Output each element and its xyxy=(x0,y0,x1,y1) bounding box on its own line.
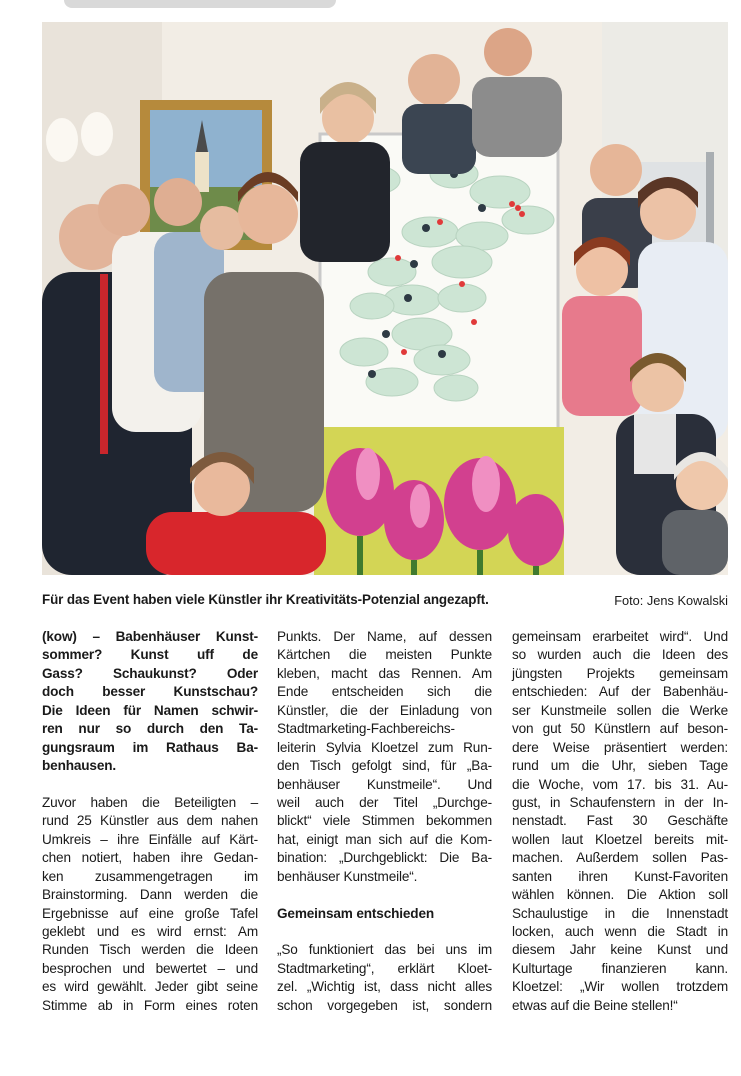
body-line: von gut 50 Künstlern auf beson- xyxy=(512,721,728,737)
body-line: es wird gewählt. Jeder gibt seine xyxy=(42,979,258,995)
body-line: ken zusammengetragen im xyxy=(42,868,258,884)
body-line: kleben, macht das Rennen. Am xyxy=(277,665,492,681)
body-line: zel. „Wichtig ist, dass nicht alles xyxy=(277,979,492,995)
body-line: Umkreis – ihre Einfälle auf Kärt- xyxy=(42,831,258,847)
paragraph-gap xyxy=(277,923,492,941)
top-tab-decoration xyxy=(64,0,336,8)
lead-line: sommer? Kunst uff de xyxy=(42,647,258,663)
lead-line: Die Ideen für Namen schwir- xyxy=(42,702,258,718)
body-line: Brainstorming. Dann werden die xyxy=(42,887,258,903)
lead-line: doch besser Kunstschau? xyxy=(42,684,258,700)
body-line: weil auch der Titel „Durchge- xyxy=(277,794,492,810)
body-line: gemeinsam erarbeitet wird“. Und xyxy=(512,629,728,644)
body-line: Kloetzel: „Wir wollen trotzdem xyxy=(512,979,728,995)
article-column-1 xyxy=(42,628,258,1015)
body-line: machen. Außerdem sollen Pas- xyxy=(512,850,728,866)
body-line: etwas auf die Beine stellen!“ xyxy=(512,997,678,1013)
body-line: chen notiert, haben ihre Gedan- xyxy=(42,850,258,866)
photo-caption-row xyxy=(42,592,728,612)
body-line: blickt“ viele Stimmen bekommen xyxy=(277,813,492,829)
body-line: geklebt und es wird ernst: Am xyxy=(42,924,258,939)
body-line: Ende entscheiden sich die xyxy=(277,684,492,700)
body-line: schon vorgegeben ist, sondern xyxy=(277,997,492,1013)
body-line: Künstler, die der Einladung von xyxy=(277,702,492,718)
body-line: entschieden: Auf der Babenhäu- xyxy=(512,684,728,700)
body-line: locken, auch wenn die Stadt in xyxy=(512,924,728,939)
body-line: besprochen und bewertet – und xyxy=(42,960,258,976)
body-line: Stimme ab in Form eines roten xyxy=(42,997,258,1013)
lead-line: benhausen. xyxy=(42,758,117,774)
body-line: wählen können. Die Aktion soll xyxy=(512,887,728,903)
body-line: so wurden auch die Ideen des xyxy=(512,647,728,663)
body-line: den Tisch gefolgt sind, für „Ba- xyxy=(277,758,492,774)
paragraph-gap xyxy=(42,776,258,794)
lead-line: ren nur so durch den Ta- xyxy=(42,721,258,737)
body-line: nenstadt. Fast 30 Geschäfte xyxy=(512,813,728,829)
body-line: hat, einigt man sich auf die Kom- xyxy=(277,831,492,847)
body-line: wollen laut Kloetzel bereits mit- xyxy=(512,831,728,847)
lead-line: Gass? Schaukunst? Oder xyxy=(42,665,258,681)
body-line: Kärtchen die meisten Punkte xyxy=(277,647,492,663)
body-line: diesem Jahr keine Kunst und xyxy=(512,942,728,958)
group-photo-illustration xyxy=(42,22,728,575)
body-line: Stadtmarketing-Fachbereichs- xyxy=(277,721,455,737)
body-line: rund 25 Künstler aus dem nahen xyxy=(42,813,258,829)
body-line: dere Weise präsentiert werden: xyxy=(512,739,728,755)
body-line: Runden Tisch werden die Ideen xyxy=(42,942,258,958)
body-line: ser Kunstmeile sollen die Werke xyxy=(512,702,728,718)
article-photo xyxy=(42,22,728,575)
lead-line: (kow) – Babenhäuser Kunst- xyxy=(42,629,258,644)
photo-caption: Für das Event haben viele Künstler ihr Kreativitäts-Potenzial angezapft. xyxy=(42,592,489,607)
body-line: leiterin Sylvia Kloetzel zum Run- xyxy=(277,739,492,755)
body-line: Ergebnisse auf eine große Tafel xyxy=(42,905,258,921)
body-line: jüngsten Projekts gemeinsam xyxy=(512,665,728,681)
article-column-2 xyxy=(277,628,492,1015)
article-column-3 xyxy=(512,628,728,1015)
body-line: rund um die Uhr, sieben Tage xyxy=(512,758,728,774)
body-line: benhäuser Kunstmeile“. xyxy=(277,868,418,884)
body-line: Kulturtage finanzieren kann. xyxy=(512,960,728,976)
lead-line: gungsraum im Rathaus Ba- xyxy=(42,739,258,755)
body-line: Schaulustige in die Innenstadt xyxy=(512,905,728,921)
body-line: gust, in Schaufenstern in der In- xyxy=(512,794,728,810)
body-line: bination: „Durchgeblickt: Die Ba- xyxy=(277,850,492,866)
subheading: Gemeinsam entschieden xyxy=(277,905,435,921)
body-line: Punkts. Der Name, auf dessen xyxy=(277,629,492,644)
body-line: die Woche, vom 17. bis 31. Au- xyxy=(512,776,728,792)
body-line: Zuvor haben die Beteiligten – xyxy=(42,794,258,810)
body-line: Stadtmarketing“, erklärt Kloet- xyxy=(277,960,492,976)
body-line: „So funktioniert das bei uns im xyxy=(277,942,492,958)
body-line: santen ihren Kunst-Favoriten xyxy=(512,868,728,884)
paragraph-gap xyxy=(277,886,492,904)
body-line: benhäuser Kunstmeile“. Und xyxy=(277,776,492,792)
photo-credit: Foto: Jens Kowalski xyxy=(614,593,728,608)
